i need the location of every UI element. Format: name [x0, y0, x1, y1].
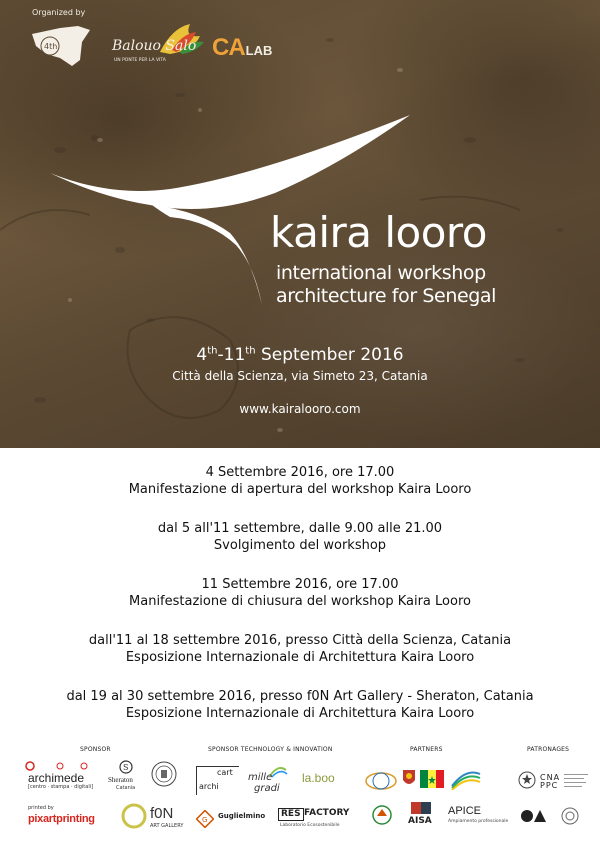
partner-stripes-icon	[450, 768, 482, 794]
schedule-what: Svolgimento del workshop	[213, 538, 387, 553]
partner-globe-icon	[364, 770, 398, 796]
archimede-name: archimede	[28, 771, 85, 785]
aisa-name: AISA	[408, 816, 432, 826]
schedule-item	[0, 464, 600, 498]
fon-gallery-logo	[120, 800, 184, 834]
pixartprinting-logo	[28, 806, 118, 832]
fon-sub: ART GALLERY	[150, 823, 184, 829]
sheraton-name: Sheraton	[108, 776, 133, 784]
organized-by-label: Organized by	[32, 8, 86, 17]
cnappc-name: CNA PPC	[540, 773, 561, 790]
patronage-seal-icon	[560, 806, 580, 830]
sheraton-sub: Catania	[116, 785, 136, 791]
balouo-salo-logo	[110, 22, 210, 70]
resfactory-sub: Laboratorio Ecosostenibile	[280, 823, 340, 828]
calab-main: CA	[212, 34, 245, 61]
tech-sponsor-label: SPONSOR TECHNOLOGY & INNOVATION	[208, 746, 333, 753]
resfactory-factory: FACTORY	[304, 808, 350, 818]
apice-name: APICE	[448, 805, 482, 817]
laboo-name: la.boo	[302, 771, 335, 785]
republic-emblem-icon	[518, 770, 536, 794]
partner-crest-icon	[402, 768, 416, 794]
calab-suffix: LAB	[245, 43, 273, 58]
svg-text:S: S	[123, 763, 129, 772]
partner-emblem-icon	[372, 804, 392, 830]
svg-text:G: G	[202, 816, 208, 824]
schedule-when: dall'11 al 18 settembre 2016, presso Città della Scienza, Catania	[88, 633, 512, 648]
schedule-when: dal 19 al 30 settembre 2016, presso f0N Art Gallery - Sheraton, Catania	[66, 689, 534, 704]
website-link[interactable]: www.kairalooro.com	[239, 402, 361, 416]
schedule-when: 11 Settembre 2016, ore 17.00	[201, 577, 399, 592]
sheraton-logo	[104, 760, 148, 794]
pixart-small: printed by	[28, 805, 54, 811]
schedule-what: Manifestazione di apertura del workshop Kaira Looro	[128, 482, 472, 497]
oa-mark-icon	[520, 808, 546, 828]
event-venue: Città della Scienza, via Simeto 23, Catania	[172, 369, 428, 383]
schedule-what: Manifestazione di chiusura del workshop Kaira Looro	[129, 594, 471, 609]
cartarchi-logo	[196, 766, 239, 795]
mille-top: mille	[248, 772, 273, 783]
event-dates: 4th-11th September 2016	[196, 345, 404, 365]
schedule-what: Esposizione Internazionale di Architettura Kaira Looro	[125, 650, 475, 665]
laboo-logo	[300, 766, 342, 794]
calab-logo	[212, 34, 272, 60]
archimede-sub: [centro · stampa · digitali]	[28, 784, 94, 790]
schedule-when: 4 Settembre 2016, ore 17.00	[205, 465, 395, 480]
sicily-logo	[30, 24, 92, 72]
apice-logo	[448, 806, 508, 832]
apice-sub: Ampiamento professionale	[448, 819, 509, 824]
resfactory-res: RES	[278, 808, 304, 821]
fon-name: f0N	[150, 805, 174, 822]
aisa-logo	[408, 802, 434, 830]
sponsor-label: SPONSOR	[80, 746, 111, 753]
sicily-mark-text: 4th	[44, 42, 58, 51]
millegradi-logo	[246, 764, 292, 796]
balouo-name: Balouo Salo	[112, 38, 197, 54]
subtitle-line-1: international workshop	[276, 262, 486, 284]
pixart-name: pixartprinting	[28, 813, 95, 825]
schedule-item	[0, 576, 600, 610]
partners-label: PARTNERS	[410, 746, 443, 753]
event-title: kaira looro	[270, 208, 487, 257]
schedule-item	[0, 520, 600, 554]
cartarchi-bottom: archi	[199, 782, 219, 791]
university-seal-icon	[150, 760, 178, 792]
archimede-logo	[24, 760, 116, 794]
schedule-what: Esposizione Internazionale di Architettura Kaira Looro	[125, 706, 475, 721]
schedule-item	[0, 688, 600, 722]
patronages-label: PATRONAGES	[527, 746, 570, 753]
cartarchi-top: cart	[217, 768, 233, 777]
mille-bottom: gradi	[254, 783, 280, 794]
cnappc-logo	[540, 772, 590, 792]
schedule-when: dal 5 all'11 settembre, dalle 9.00 alle 21.00	[157, 521, 443, 536]
guglielmino-name: Guglielmino	[218, 812, 266, 820]
subtitle-line-2: architecture for Senegal	[276, 285, 497, 307]
guglielmino-logo	[196, 806, 266, 834]
balouo-tagline: UN PONTE PER LA VITA	[114, 58, 166, 63]
resfactory-logo	[278, 808, 350, 834]
schedule-item	[0, 632, 600, 666]
senegal-flag-icon	[420, 770, 444, 792]
